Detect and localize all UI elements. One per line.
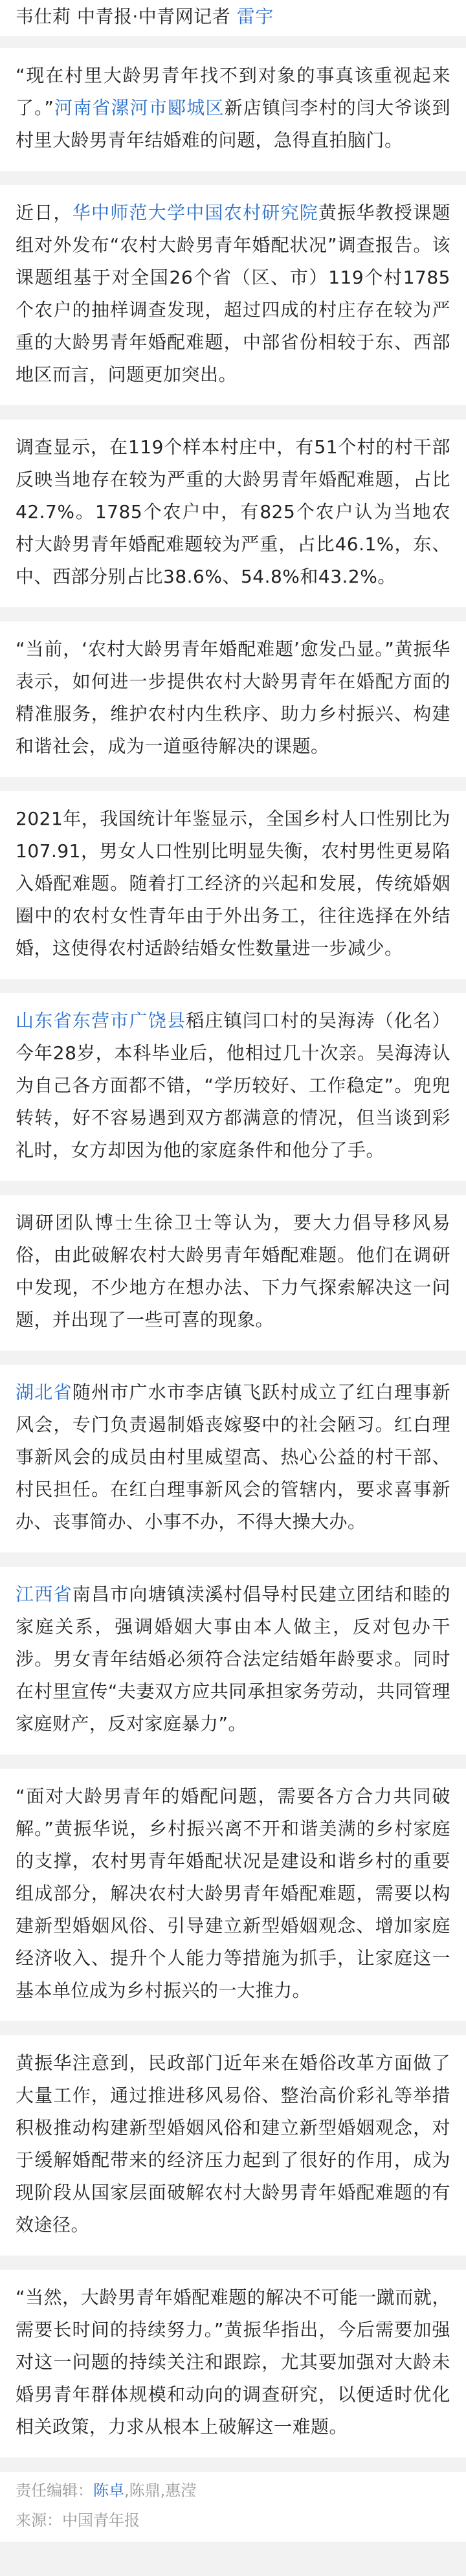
article-paragraph [0,185,466,405]
paragraph-text: 黄振华教授课题组对外发布“农村大龄男青年婚配状况”调查报告。该课题组基于对全国26个省（区、市）119个村1785个农户的抽样调查发现，超过四成的村庄存在较为严重的大龄男青年婚配难题，中部省份相较于东、西部地区而言，问题更加突出。 [16,202,450,385]
article-meta [0,2472,466,2542]
paragraph-text: 黄振华注意到，民政部门近年来在婚俗改革方面做了大量工作，通过推进移风易俗、整治高价彩礼等举措积极推动构建新型婚姻风俗和建立新型婚姻观念，对于缓解婚配带来的经济压力起到了很好的作用，成为现阶段从国家层面破解农村大龄男青年婚配难题的有效途径。 [16,2052,450,2235]
place-link[interactable]: 湖北省 [16,1382,72,1403]
article-paragraph [0,2270,466,2458]
place-link[interactable]: 江西省 [16,1584,72,1605]
paragraph-text: 近日， [16,202,72,223]
source-line [16,2505,450,2535]
source-value: 中国青年报 [62,2511,140,2529]
place-link[interactable]: 河南省漯河市郾城区 [54,97,225,118]
paragraph-text: “当前，‘农村大龄男青年婚配难题’愈发凸显。”黄振华表示，如何进一步提供农村大龄男青年在婚配方面的精准服务，维护农村内生秩序、助力乡村振兴、构建和谐社会，成为一道亟待解决的课题。 [16,638,450,757]
article-body [0,48,466,2458]
article-paragraph [0,993,466,1181]
place-link[interactable]: 华中师范大学中国农村研究院 [72,202,318,223]
paragraph-text: 稻庄镇闫口村的吴海涛（化名）今年28岁，本科毕业后，他相过几十次亲。吴海涛认为自己各方面都不错，“学历较好、工作稳定”。兜兜转转，好不容易遇到双方都满意的情况，但当谈到彩礼时，女方却因为他的家庭条件和他分了手。 [16,1010,450,1161]
editor-line [16,2476,450,2505]
article-paragraph [0,1195,466,1350]
editor-label: 责任编辑： [16,2481,93,2500]
paragraph-text: “面对大龄男青年的婚配问题，需要各方合力共同破解。”黄振华说，乡村振兴离不开和谐美满的乡村家庭的支撑，农村男青年婚配状况是建设和谐乡村的重要组成部分，解决农村大龄男青年婚配难题，需要以构建新型婚姻风俗、引导建立新型婚姻观念、增加家庭经济收入、提升个人能力等措施为抓手，让家庭这一基本单位成为乡村振兴的一大推力。 [16,1786,450,2001]
paragraph-text: 调研团队博士生徐卫士等认为，要大力倡导移风易俗，由此破解农村大龄男青年婚配难题。他们在调研中发现，不少地方在想办法、下力气探索解决这一问题，并出现了一些可喜的现象。 [16,1212,450,1330]
paragraph-text: 调查显示，在119个样本村庄中，有51个村的村干部反映当地存在较为严重的大龄男青年婚配难题，占比42.7%。1785个农户中，有825个农户认为当地农村大龄男青年婚配难题较为严重，占比46.1%，东、中、西部分别占比38.6%、54.8%和43.2%。 [16,436,450,587]
paragraph-text: “当然，大龄男青年婚配难题的解决不可能一蹴而就，需要长时间的持续努力。”黄振华指出，今后需要加强对这一问题的持续关注和跟踪，尤其要加强对大龄未婚男青年群体规模和动向的调查研究，以便适时优化相关政策，力求从根本上破解这一难题。 [16,2287,450,2437]
editor-link[interactable]: 陈卓 [93,2481,124,2500]
article-paragraph [0,1365,466,1552]
paragraph-text: 2021年，我国统计年鉴显示，全国乡村人口性别比为107.91，男女人口性别比明显失衡，农村男性更易陷入婚配难题。随着打工经济的兴起和发展，传统婚姻圈中的农村女性青年由于外出务工，往往选择在外结婚，这使得农村适龄结婚女性数量进一步减少。 [16,808,450,959]
article-paragraph [0,622,466,777]
byline [0,0,466,36]
article-paragraph [0,48,466,171]
paragraph-text: 南昌市向塘镇渎溪村倡导村民建立团结和睦的家庭关系，强调婚姻大事由本人做主，反对包办干涉。男女青年结婚必须符合法定结婚年龄要求。同时在村里宣传“夫妻双方应共同承担家务劳动，共同管理家庭财产，反对家庭暴力”。 [16,1584,450,1734]
paragraph-text: “现在村里大龄男青年找不到对象的事真该重视起来了。” [16,65,450,118]
article-paragraph [0,1567,466,1754]
byline-authors: 韦仕莉 中青报·中青网记者 [16,6,237,27]
byline-author-link[interactable]: 雷宇 [236,6,274,27]
paragraph-text: 随州市广水市李店镇飞跃村成立了红白理事新风会，专门负责遏制婚丧嫁娶中的社会陋习。红白理事新风会的成员由村里威望高、热心公益的村干部、村民担任。在红白理事新风会的管辖内，要求喜事新办、丧事简办、小事不办，不得大操大办。 [16,1382,450,1532]
article-paragraph [0,2035,466,2256]
source-label: 来源： [16,2511,62,2529]
article-paragraph [0,420,466,607]
article-paragraph [0,1769,466,2021]
editor-rest: ,陈鼎,惠滢 [124,2481,197,2500]
article-paragraph [0,791,466,979]
paragraph-text: 新店镇闫李村的闫大爷谈到村里大龄男青年结婚难的问题，急得直拍脑门。 [16,97,450,151]
place-link[interactable]: 山东省东营市广饶县 [16,1010,186,1031]
